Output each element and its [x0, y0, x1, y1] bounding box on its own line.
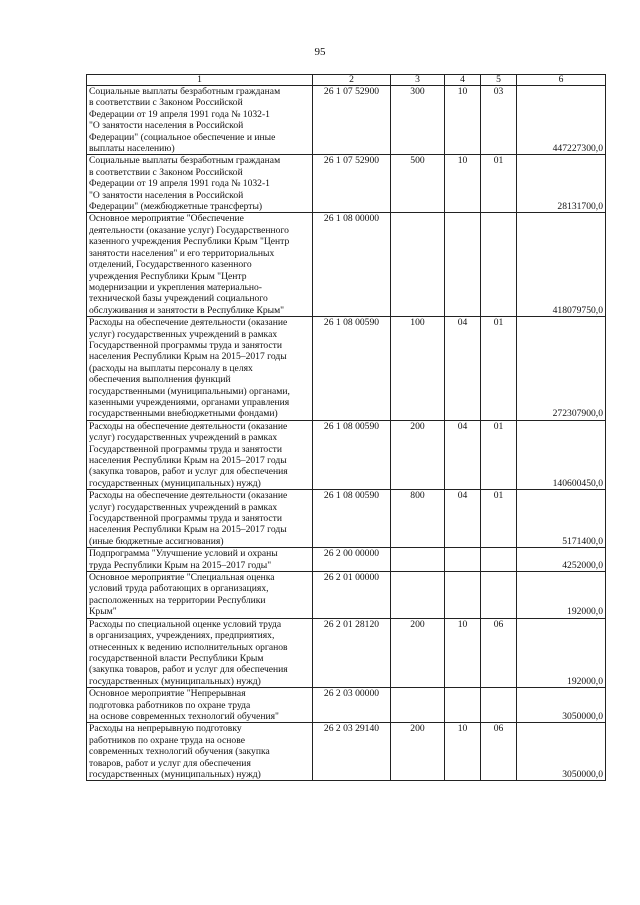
row-vr-cell: 300: [391, 86, 445, 155]
row-name-text: Расходы на обеспечение деятельности (оказание услуг) государственных учреждений в рамках Государственной программы труда и занятости населения Республики Крым на 2015–2017 годы (расходы на выплаты персоналу в целях обеспечения выполнения функций государственными (муниципальными) органами, казенными учреждениями, органами управления государственными внебюджетными фондами): [89, 317, 290, 420]
row-vr-cell: 200: [391, 723, 445, 781]
row-vr-cell: 500: [391, 155, 445, 213]
table-row: [87, 317, 606, 421]
row-name-text: Расходы на непрерывную подготовку работников по охране труда на основе современных технологий обучения (закупка товаров, работ и услуг для обеспечения государственных (муниципальных) нужд): [89, 723, 270, 780]
row-code-cell: 26 1 08 00590: [313, 490, 391, 548]
row-name-cell: [87, 572, 313, 619]
row-code-cell: 26 1 07 52900: [313, 155, 391, 213]
row-rz-cell: [445, 548, 481, 572]
row-name-cell: [87, 490, 313, 548]
row-code-cell: 26 2 00 00000: [313, 548, 391, 572]
row-sum-cell: 192000,0: [517, 572, 606, 619]
row-name-text: Социальные выплаты безработным гражданам в соответствии с Законом Российской Федерации от 19 апреля 1991 года № 1032-1 "О занятости населения в Российской Федерации" (межбюджетные трансферты): [89, 155, 281, 213]
row-code-cell: 26 2 03 00000: [313, 688, 391, 723]
row-vr-cell: 100: [391, 317, 445, 421]
row-sum-cell: 447227300,0: [517, 86, 606, 155]
row-name-text: Основное мероприятие "Непрерывная подготовка работников по охране труда на основе современных технологий обучения": [89, 688, 279, 722]
header-cell-5: 5: [481, 75, 517, 86]
row-vr-cell: 200: [391, 618, 445, 687]
row-rz-cell: 04: [445, 420, 481, 489]
row-code-cell: 26 2 01 00000: [313, 572, 391, 619]
row-vr-cell: [391, 548, 445, 572]
row-code-cell: 26 2 01 28120: [313, 618, 391, 687]
page-number: 95: [314, 46, 326, 58]
row-code-cell: 26 1 08 00590: [313, 420, 391, 489]
row-rz-cell: [445, 572, 481, 619]
row-name-text: Расходы на обеспечение деятельности (оказание услуг) государственных учреждений в рамках Государственной программы труда и занятости населения Республики Крым на 2015–2017 годы (закупка товаров, работ и услуг для обеспечения государственных (муниципальных) нужд): [89, 420, 288, 489]
row-pr-cell: [481, 213, 517, 317]
row-rz-cell: [445, 688, 481, 723]
header-cell-1: 1: [87, 75, 313, 86]
row-code-cell: 26 1 08 00590: [313, 317, 391, 421]
row-sum-cell: 28131700,0: [517, 155, 606, 213]
row-pr-cell: 06: [481, 723, 517, 781]
row-pr-cell: [481, 548, 517, 572]
row-name-text: Расходы на обеспечение деятельности (оказание услуг) государственных учреждений в рамках Государственной программы труда и занятости населения Республики Крым на 2015–2017 годы (иные бюджетные ассигнования): [89, 490, 288, 547]
row-pr-cell: 06: [481, 618, 517, 687]
row-code-cell: 26 1 08 00000: [313, 213, 391, 317]
row-sum-cell: 272307900,0: [517, 317, 606, 421]
row-code-cell: 26 2 03 29140: [313, 723, 391, 781]
row-pr-cell: 01: [481, 420, 517, 489]
row-pr-cell: [481, 688, 517, 723]
header-cell-3: 3: [391, 75, 445, 86]
row-rz-cell: 10: [445, 723, 481, 781]
row-sum-cell: 3050000,0: [517, 723, 606, 781]
table-row: [87, 572, 606, 619]
row-name-cell: [87, 213, 313, 317]
row-pr-cell: 03: [481, 86, 517, 155]
table-row: [87, 490, 606, 548]
row-name-text: Основное мероприятие "Обеспечение деятельности (оказание услуг) Государственного казенного учреждения Республики Крым "Центр занятости населения" и его территориальных отделений, Государственного казенного учреждения Республики Крым "Центр модернизации и укрепления материально- технической базы учреждений социального обслуживания и занятости в Республике Крым": [89, 213, 290, 316]
row-vr-cell: 800: [391, 490, 445, 548]
row-pr-cell: 01: [481, 155, 517, 213]
row-sum-cell: 3050000,0: [517, 688, 606, 723]
row-name-cell: [87, 723, 313, 781]
row-name-cell: [87, 86, 313, 155]
row-sum-cell: 5171400,0: [517, 490, 606, 548]
header-cell-6: 6: [517, 75, 606, 86]
row-sum-cell: 418079750,0: [517, 213, 606, 317]
row-vr-cell: [391, 213, 445, 317]
row-vr-cell: 200: [391, 420, 445, 489]
row-name-text: Социальные выплаты безработным гражданам в соответствии с Законом Российской Федерации от 19 апреля 1991 года № 1032-1 "О занятости населения в Российской Федерации" (социальное обеспечение и иные выплаты населению): [89, 86, 281, 155]
table-row: [87, 723, 606, 781]
table-row: [87, 618, 606, 687]
row-name-cell: [87, 618, 313, 687]
budget-table: [86, 74, 606, 781]
row-sum-cell: 4252000,0: [517, 548, 606, 572]
row-vr-cell: [391, 688, 445, 723]
table-row: [87, 548, 606, 572]
row-name-cell: [87, 155, 313, 213]
header-cell-4: 4: [445, 75, 481, 86]
table-row: [87, 213, 606, 317]
row-sum-cell: 140600450,0: [517, 420, 606, 489]
row-name-text: Расходы по специальной оценке условий труда в организациях, учреждениях, предприятиях, отнесенных к ведению исполнительных органов государственной власти Республики Крым (закупка товаров, работ и услуг для обеспечения государственных (муниципальных) нужд): [89, 618, 288, 687]
row-name-cell: [87, 420, 313, 489]
row-rz-cell: [445, 213, 481, 317]
row-sum-cell: 192000,0: [517, 618, 606, 687]
row-rz-cell: 10: [445, 155, 481, 213]
table-header-row: [87, 75, 606, 86]
table-row: [87, 688, 606, 723]
row-name-cell: [87, 317, 313, 421]
row-rz-cell: 10: [445, 618, 481, 687]
header-cell-2: 2: [313, 75, 391, 86]
row-code-cell: 26 1 07 52900: [313, 86, 391, 155]
row-name-cell: [87, 548, 313, 572]
row-pr-cell: 01: [481, 317, 517, 421]
row-name-text: Подпрограмма "Улучшение условий и охраны труда Республики Крым на 2015–2017 годы": [89, 548, 278, 571]
row-rz-cell: 04: [445, 490, 481, 548]
table-row: [87, 86, 606, 155]
row-vr-cell: [391, 572, 445, 619]
table-row: [87, 155, 606, 213]
row-name-cell: [87, 688, 313, 723]
row-pr-cell: 01: [481, 490, 517, 548]
table-row: [87, 420, 606, 489]
row-pr-cell: [481, 572, 517, 619]
row-name-text: Основное мероприятие "Специальная оценка условий труда работающих в организациях, расположенных на территории Республики Крым": [89, 572, 275, 618]
row-rz-cell: 04: [445, 317, 481, 421]
row-rz-cell: 10: [445, 86, 481, 155]
